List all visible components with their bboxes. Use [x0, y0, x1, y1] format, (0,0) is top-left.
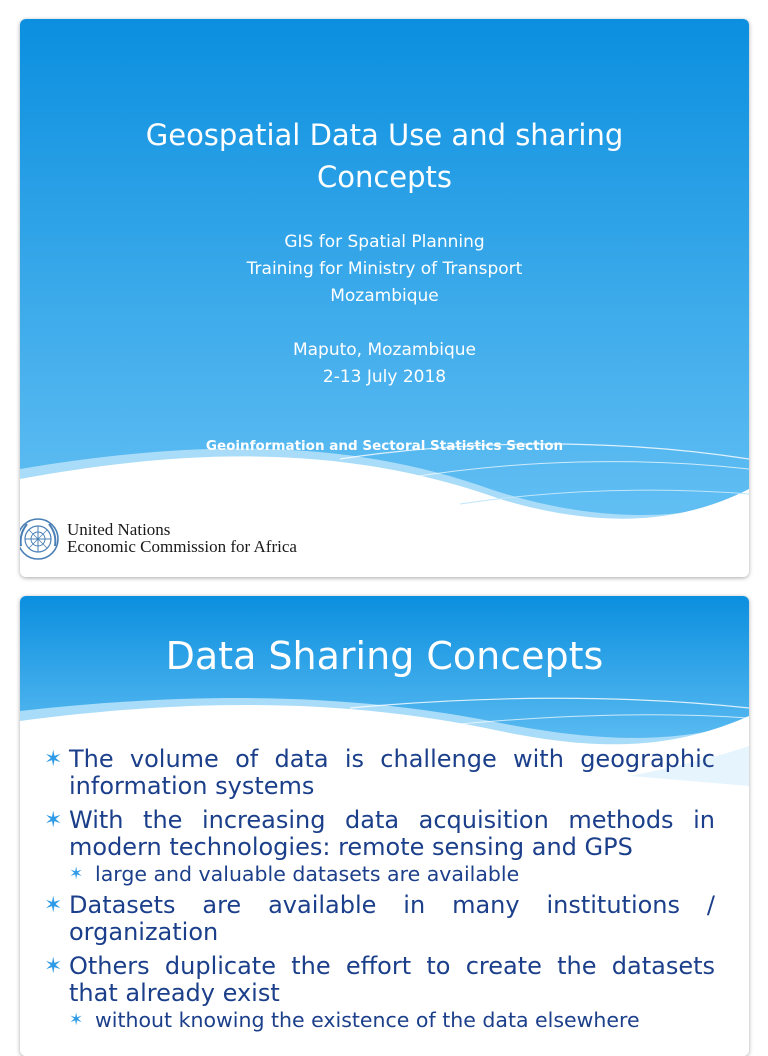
- bullet-text: Others duplicate the effort to create the datasets that already exist: [69, 952, 715, 1007]
- sub-list-item: [40, 1008, 715, 1032]
- bullet-text: large and valuable datasets are available: [95, 862, 520, 886]
- asterisk-bullet-icon: ✶: [44, 893, 63, 918]
- location: Maputo, Mozambique: [292, 340, 477, 360]
- bullet-text: The volume of data is challenge with geographic information systems: [69, 745, 715, 800]
- un-emblem-icon: [20, 516, 61, 562]
- list-item: [40, 892, 715, 946]
- bullet-list: [40, 746, 715, 1038]
- presentation-title: [20, 114, 749, 198]
- date: 2-13 July 2018: [322, 367, 447, 387]
- asterisk-bullet-icon: ✶: [44, 808, 63, 833]
- logo-commission-name: Economic Commission for Africa: [67, 537, 297, 556]
- list-item: [40, 953, 715, 1007]
- asterisk-bullet-icon: ✶: [69, 1010, 84, 1030]
- title-line: Concepts: [316, 160, 453, 194]
- asterisk-bullet-icon: ✶: [44, 747, 63, 772]
- list-item: [40, 807, 715, 861]
- course-name: GIS for Spatial Planning: [284, 232, 485, 252]
- logo-org-name: United Nations: [67, 520, 171, 539]
- training-name: Training for Ministry of Transport: [246, 259, 523, 279]
- list-item: [40, 746, 715, 800]
- subtitle-block: [20, 229, 749, 391]
- bullet-text: Datasets are available in many institutions / organization: [69, 891, 715, 946]
- country: Mozambique: [330, 286, 439, 306]
- bullet-text: With the increasing data acquisition methods in modern technologies: remote sensing and GPS: [69, 806, 715, 861]
- content-slide: [20, 596, 749, 1056]
- asterisk-bullet-icon: ✶: [69, 864, 84, 884]
- title-slide: [20, 19, 749, 577]
- asterisk-bullet-icon: ✶: [44, 954, 63, 979]
- uneca-logo: [20, 516, 297, 562]
- section-name: Geoinformation and Sectoral Statistics Section: [205, 438, 564, 454]
- sub-list-item: [40, 862, 715, 886]
- bullet-text: without knowing the existence of the data elsewhere: [95, 1008, 640, 1032]
- title-line: Geospatial Data Use and sharing: [145, 118, 624, 152]
- slide-title: Data Sharing Concepts: [165, 634, 604, 678]
